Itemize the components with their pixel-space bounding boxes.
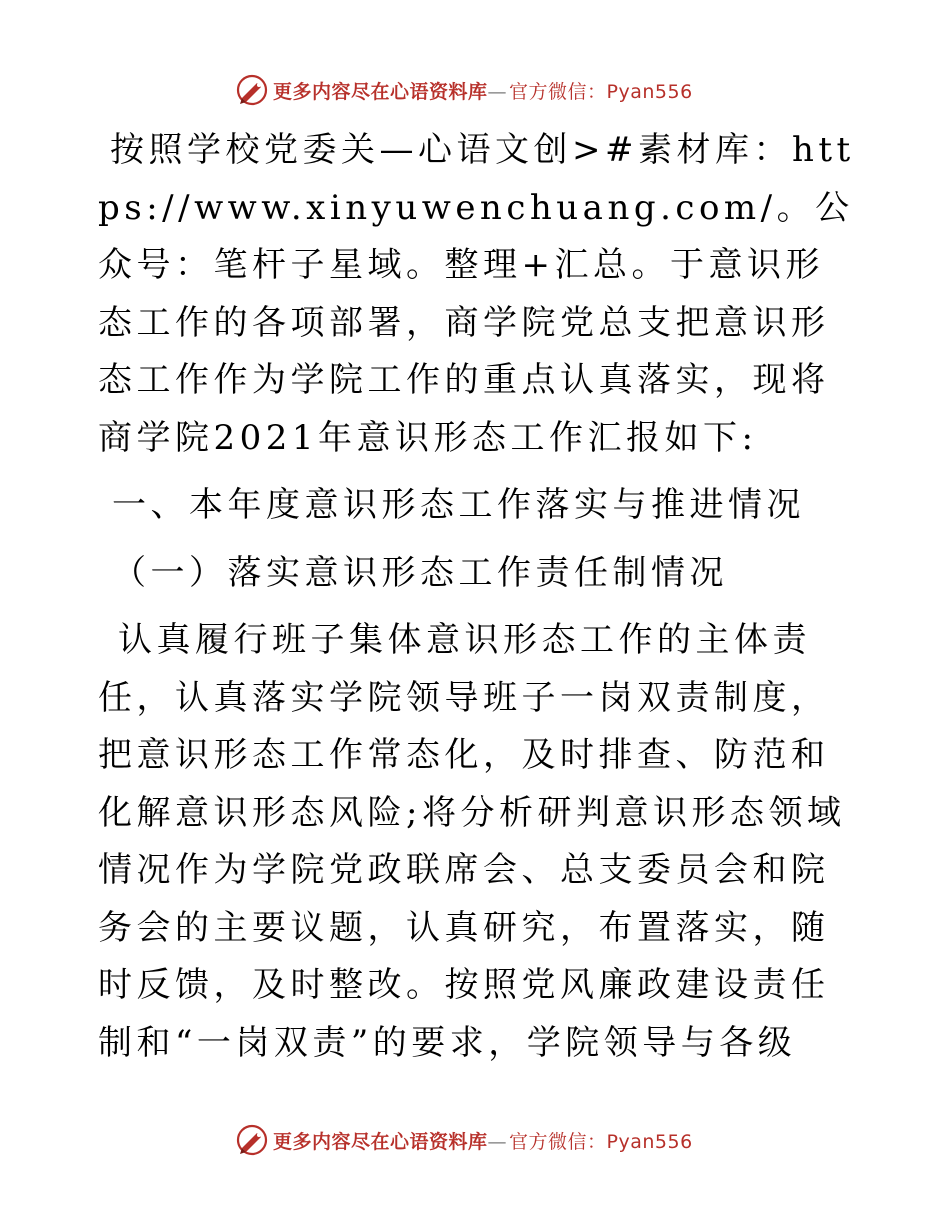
watermark-dash: — xyxy=(487,1130,508,1153)
document-body xyxy=(98,122,858,1072)
watermark-text: 更多内容尽在心语资料库 xyxy=(273,1130,488,1153)
section-heading: 一、本年度意识形态工作落实与推进情况 xyxy=(112,485,805,525)
watermark-text: 更多内容尽在心语资料库 xyxy=(273,80,488,103)
watermark-contact: 官方微信：Pyan556 xyxy=(509,1130,693,1153)
watermark-header xyxy=(0,70,950,110)
body-paragraph: 认真履行班子集体意识形态工作的主体责任，认真落实学院领导班子一岗双责制度，把意识形态工作常态化，及时排查、防范和化解意识形态风险;将分析研判意识形态领域情况作为学院党政联席会、总支委员会和院务会的主要议题，认真研究，布置落实，随时反馈，及时整改。按照党风廉政建设责任制和“一岗双责”的要求，学院领导与各级 xyxy=(98,620,846,1063)
subsection-heading: （一）落实意识形态工作责任制情况 xyxy=(112,552,728,593)
pen-logo-icon xyxy=(235,1123,269,1157)
watermark-contact: 官方微信：Pyan556 xyxy=(509,80,693,103)
intro-paragraph: 按照学校党委关—心语文创>#素材库：https://www.xinyuwenchuang.com/。公众号：笔杆子星域。整理+汇总。于意识形态工作的各项部署，商学院党总支把意识形态工作作为学院工作的重点认真落实，现将商学院2021年意识形态工作汇报如下: xyxy=(98,130,855,458)
watermark-footer xyxy=(0,1120,950,1160)
watermark-dash: — xyxy=(487,80,508,103)
pen-logo-icon xyxy=(235,73,269,107)
